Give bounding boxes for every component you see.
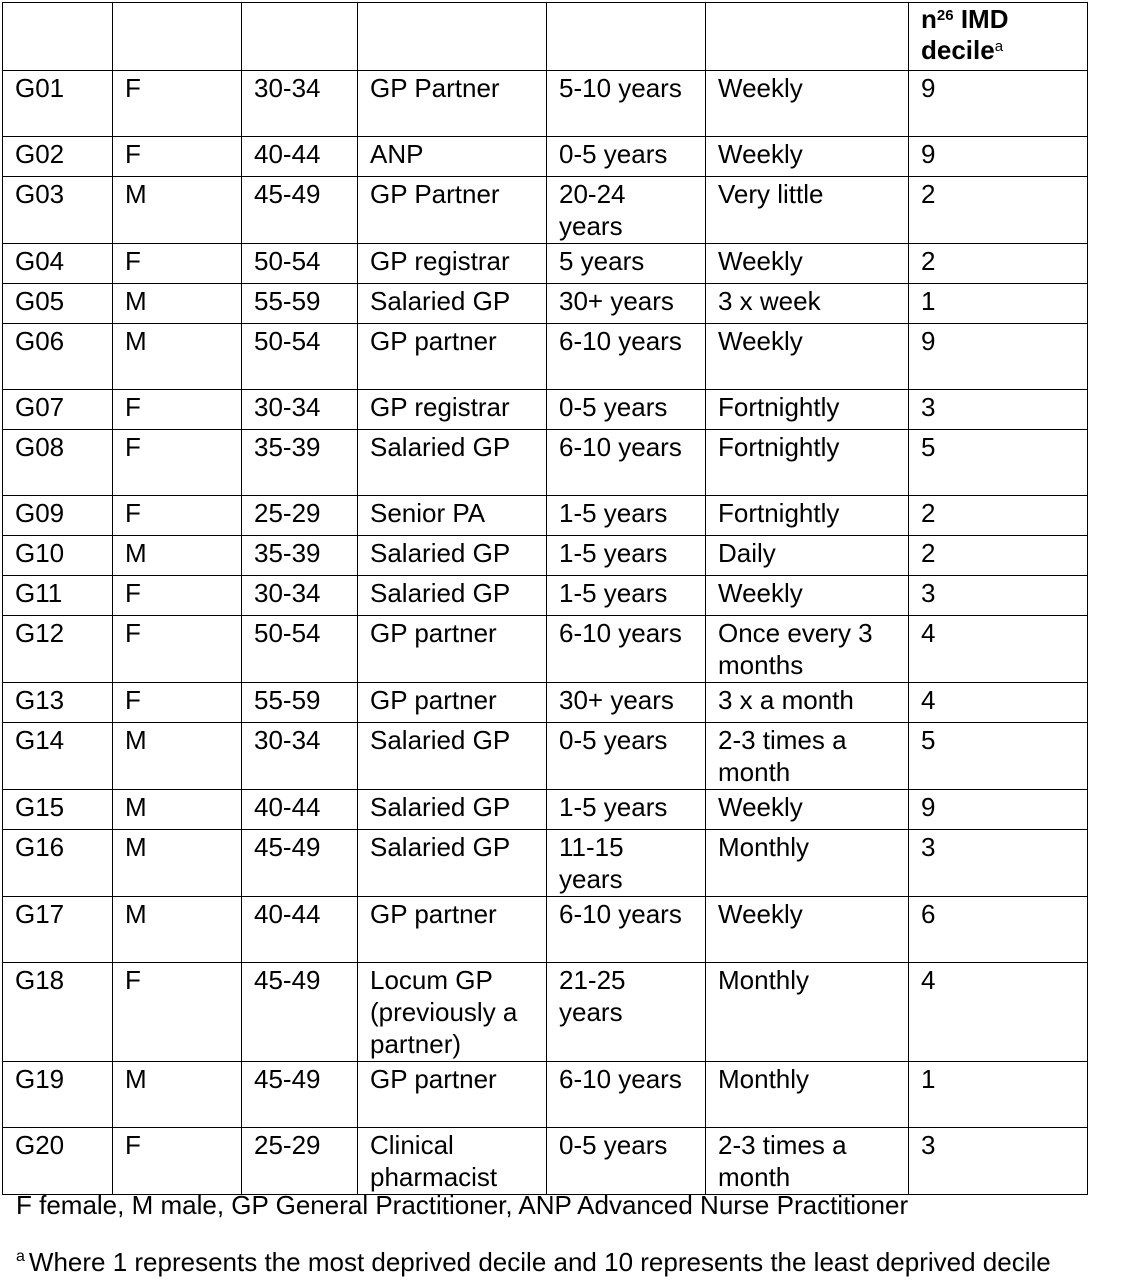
frequency-cell: Weekly xyxy=(706,576,909,616)
role-cell: Salaried GP xyxy=(358,576,547,616)
sex-cell: M xyxy=(113,830,242,897)
imd-decile-cell: 4 xyxy=(909,616,1088,683)
role-cell: GP registrar xyxy=(358,390,547,430)
table-body xyxy=(3,71,1088,1195)
sex-cell: F xyxy=(113,390,242,430)
table-row xyxy=(3,683,1088,723)
experience-cell: 30+ years xyxy=(547,284,706,324)
experience-cell: 6-10 years xyxy=(547,897,706,963)
sex-cell: M xyxy=(113,284,242,324)
sex-cell: F xyxy=(113,1128,242,1195)
header-cell-empty xyxy=(242,3,358,71)
age-cell: 45-49 xyxy=(242,830,358,897)
imd-decile-cell: 1 xyxy=(909,284,1088,324)
role-cell: GP partner xyxy=(358,897,547,963)
imd-n: n xyxy=(921,4,937,34)
sex-cell: F xyxy=(113,963,242,1062)
role-cell: Salaried GP xyxy=(358,284,547,324)
table-row xyxy=(3,897,1088,963)
participant-id-cell: G18 xyxy=(3,963,113,1062)
imd-decile-cell: 4 xyxy=(909,963,1088,1062)
imd-decile-cell: 2 xyxy=(909,496,1088,536)
age-cell: 35-39 xyxy=(242,430,358,496)
sex-cell: F xyxy=(113,616,242,683)
frequency-cell: Fortnightly xyxy=(706,496,909,536)
table-row xyxy=(3,244,1088,284)
experience-cell: 20-24 years xyxy=(547,177,706,244)
imd-decile-cell: 5 xyxy=(909,430,1088,496)
age-cell: 25-29 xyxy=(242,496,358,536)
imd-decile-cell: 6 xyxy=(909,897,1088,963)
participant-id-cell: G07 xyxy=(3,390,113,430)
role-cell: Clinical pharmacist xyxy=(358,1128,547,1195)
experience-cell: 1-5 years xyxy=(547,576,706,616)
abbreviations-footnote: F female, M male, GP General Practitioner, ANP Advanced Nurse Practitioner xyxy=(16,1190,909,1220)
imd-decile-cell: 9 xyxy=(909,790,1088,830)
participant-id-cell: G01 xyxy=(3,71,113,137)
age-cell: 30-34 xyxy=(242,390,358,430)
age-cell: 30-34 xyxy=(242,723,358,790)
header-cell-empty xyxy=(358,3,547,71)
imd-decile-cell: 4 xyxy=(909,683,1088,723)
table-row xyxy=(3,576,1088,616)
participant-id-cell: G11 xyxy=(3,576,113,616)
experience-cell: 30+ years xyxy=(547,683,706,723)
imd-decile-cell: 3 xyxy=(909,576,1088,616)
role-cell: ANP xyxy=(358,137,547,177)
sex-cell: F xyxy=(113,137,242,177)
frequency-cell: Weekly xyxy=(706,244,909,284)
frequency-cell: Weekly xyxy=(706,71,909,137)
sex-cell: F xyxy=(113,244,242,284)
sex-cell: F xyxy=(113,430,242,496)
participant-id-cell: G04 xyxy=(3,244,113,284)
table-row xyxy=(3,390,1088,430)
age-cell: 30-34 xyxy=(242,576,358,616)
age-cell: 25-29 xyxy=(242,1128,358,1195)
role-cell: Salaried GP xyxy=(358,830,547,897)
imd-footnote-marker: a xyxy=(994,38,1004,56)
experience-cell: 0-5 years xyxy=(547,1128,706,1195)
experience-cell: 0-5 years xyxy=(547,723,706,790)
role-cell: Senior PA xyxy=(358,496,547,536)
age-cell: 40-44 xyxy=(242,897,358,963)
imd-decile-cell: 3 xyxy=(909,390,1088,430)
participant-id-cell: G09 xyxy=(3,496,113,536)
role-cell: GP registrar xyxy=(358,244,547,284)
role-cell: Salaried GP xyxy=(358,430,547,496)
experience-cell: 6-10 years xyxy=(547,1062,706,1128)
age-cell: 45-49 xyxy=(242,1062,358,1128)
imd-decile-cell: 1 xyxy=(909,1062,1088,1128)
header-cell-imd-decile xyxy=(909,3,1088,71)
table-row xyxy=(3,284,1088,324)
imd-decile-cell: 9 xyxy=(909,137,1088,177)
experience-cell: 11-15 years xyxy=(547,830,706,897)
header-cell-empty xyxy=(706,3,909,71)
frequency-cell: Monthly xyxy=(706,963,909,1062)
participant-id-cell: G19 xyxy=(3,1062,113,1128)
age-cell: 55-59 xyxy=(242,683,358,723)
participant-id-cell: G05 xyxy=(3,284,113,324)
age-cell: 50-54 xyxy=(242,616,358,683)
table-row xyxy=(3,1128,1088,1195)
sex-cell: M xyxy=(113,723,242,790)
role-cell: GP Partner xyxy=(358,177,547,244)
participant-id-cell: G12 xyxy=(3,616,113,683)
participant-id-cell: G02 xyxy=(3,137,113,177)
participant-table xyxy=(2,2,1088,1195)
role-cell: GP Partner xyxy=(358,71,547,137)
frequency-cell: Very little xyxy=(706,177,909,244)
table-row xyxy=(3,177,1088,244)
participant-id-cell: G06 xyxy=(3,324,113,390)
frequency-cell: Monthly xyxy=(706,1062,909,1128)
frequency-cell: 2-3 times a month xyxy=(706,1128,909,1195)
imd-label: IMD decile xyxy=(921,4,1009,65)
table-row xyxy=(3,324,1088,390)
role-cell: GP partner xyxy=(358,1062,547,1128)
table-row xyxy=(3,430,1088,496)
experience-cell: 1-5 years xyxy=(547,790,706,830)
sex-cell: F xyxy=(113,683,242,723)
frequency-cell: 3 x a month xyxy=(706,683,909,723)
header-cell-empty xyxy=(3,3,113,71)
age-cell: 45-49 xyxy=(242,963,358,1062)
age-cell: 40-44 xyxy=(242,790,358,830)
header-cell-empty xyxy=(113,3,242,71)
sex-cell: F xyxy=(113,576,242,616)
experience-cell: 6-10 years xyxy=(547,430,706,496)
experience-cell: 6-10 years xyxy=(547,324,706,390)
frequency-cell: Weekly xyxy=(706,790,909,830)
participant-id-cell: G14 xyxy=(3,723,113,790)
participant-id-cell: G10 xyxy=(3,536,113,576)
table-row xyxy=(3,496,1088,536)
participant-id-cell: G17 xyxy=(3,897,113,963)
table-row xyxy=(3,1062,1088,1128)
frequency-cell: Daily xyxy=(706,536,909,576)
role-cell: GP partner xyxy=(358,324,547,390)
sex-cell: M xyxy=(113,897,242,963)
imd-decile-cell: 2 xyxy=(909,177,1088,244)
table-row xyxy=(3,137,1088,177)
decile-footnote xyxy=(16,1246,1051,1278)
age-cell: 50-54 xyxy=(242,244,358,284)
experience-cell: 1-5 years xyxy=(547,536,706,576)
table-row xyxy=(3,536,1088,576)
role-cell: Salaried GP xyxy=(358,723,547,790)
participant-id-cell: G20 xyxy=(3,1128,113,1195)
role-cell: Locum GP (previously a partner) xyxy=(358,963,547,1062)
header-cell-empty xyxy=(547,3,706,71)
age-cell: 35-39 xyxy=(242,536,358,576)
experience-cell: 1-5 years xyxy=(547,496,706,536)
frequency-cell: Fortnightly xyxy=(706,430,909,496)
sex-cell: F xyxy=(113,71,242,137)
frequency-cell: Once every 3 months xyxy=(706,616,909,683)
sex-cell: M xyxy=(113,536,242,576)
imd-decile-cell: 3 xyxy=(909,830,1088,897)
frequency-cell: Fortnightly xyxy=(706,390,909,430)
sex-cell: M xyxy=(113,790,242,830)
imd-decile-cell: 3 xyxy=(909,1128,1088,1195)
decile-footnote-text: Where 1 represents the most deprived decile and 10 represents the least deprived decile xyxy=(28,1247,1051,1277)
sex-cell: M xyxy=(113,177,242,244)
frequency-cell: Weekly xyxy=(706,137,909,177)
imd-reference: 26 xyxy=(936,7,954,25)
age-cell: 30-34 xyxy=(242,71,358,137)
table-row xyxy=(3,790,1088,830)
role-cell: GP partner xyxy=(358,683,547,723)
imd-decile-cell: 9 xyxy=(909,71,1088,137)
participant-id-cell: G13 xyxy=(3,683,113,723)
sex-cell: M xyxy=(113,1062,242,1128)
age-cell: 50-54 xyxy=(242,324,358,390)
role-cell: Salaried GP xyxy=(358,790,547,830)
participant-id-cell: G15 xyxy=(3,790,113,830)
role-cell: Salaried GP xyxy=(358,536,547,576)
experience-cell: 0-5 years xyxy=(547,390,706,430)
table-row xyxy=(3,723,1088,790)
frequency-cell: 2-3 times a month xyxy=(706,723,909,790)
role-cell: GP partner xyxy=(358,616,547,683)
experience-cell: 5 years xyxy=(547,244,706,284)
participant-id-cell: G16 xyxy=(3,830,113,897)
table-row xyxy=(3,71,1088,137)
table-row xyxy=(3,830,1088,897)
participant-id-cell: G03 xyxy=(3,177,113,244)
table-row xyxy=(3,616,1088,683)
frequency-cell: Weekly xyxy=(706,324,909,390)
experience-cell: 0-5 years xyxy=(547,137,706,177)
imd-decile-cell: 2 xyxy=(909,244,1088,284)
sex-cell: M xyxy=(113,324,242,390)
imd-decile-cell: 5 xyxy=(909,723,1088,790)
participant-id-cell: G08 xyxy=(3,430,113,496)
experience-cell: 21-25 years xyxy=(547,963,706,1062)
imd-decile-cell: 2 xyxy=(909,536,1088,576)
frequency-cell: Weekly xyxy=(706,897,909,963)
age-cell: 45-49 xyxy=(242,177,358,244)
experience-cell: 6-10 years xyxy=(547,616,706,683)
decile-footnote-marker: a xyxy=(16,1248,25,1266)
header-row xyxy=(3,3,1088,71)
sex-cell: F xyxy=(113,496,242,536)
table-row xyxy=(3,963,1088,1062)
imd-decile-cell: 9 xyxy=(909,324,1088,390)
frequency-cell: Monthly xyxy=(706,830,909,897)
age-cell: 55-59 xyxy=(242,284,358,324)
frequency-cell: 3 x week xyxy=(706,284,909,324)
experience-cell: 5-10 years xyxy=(547,71,706,137)
age-cell: 40-44 xyxy=(242,137,358,177)
